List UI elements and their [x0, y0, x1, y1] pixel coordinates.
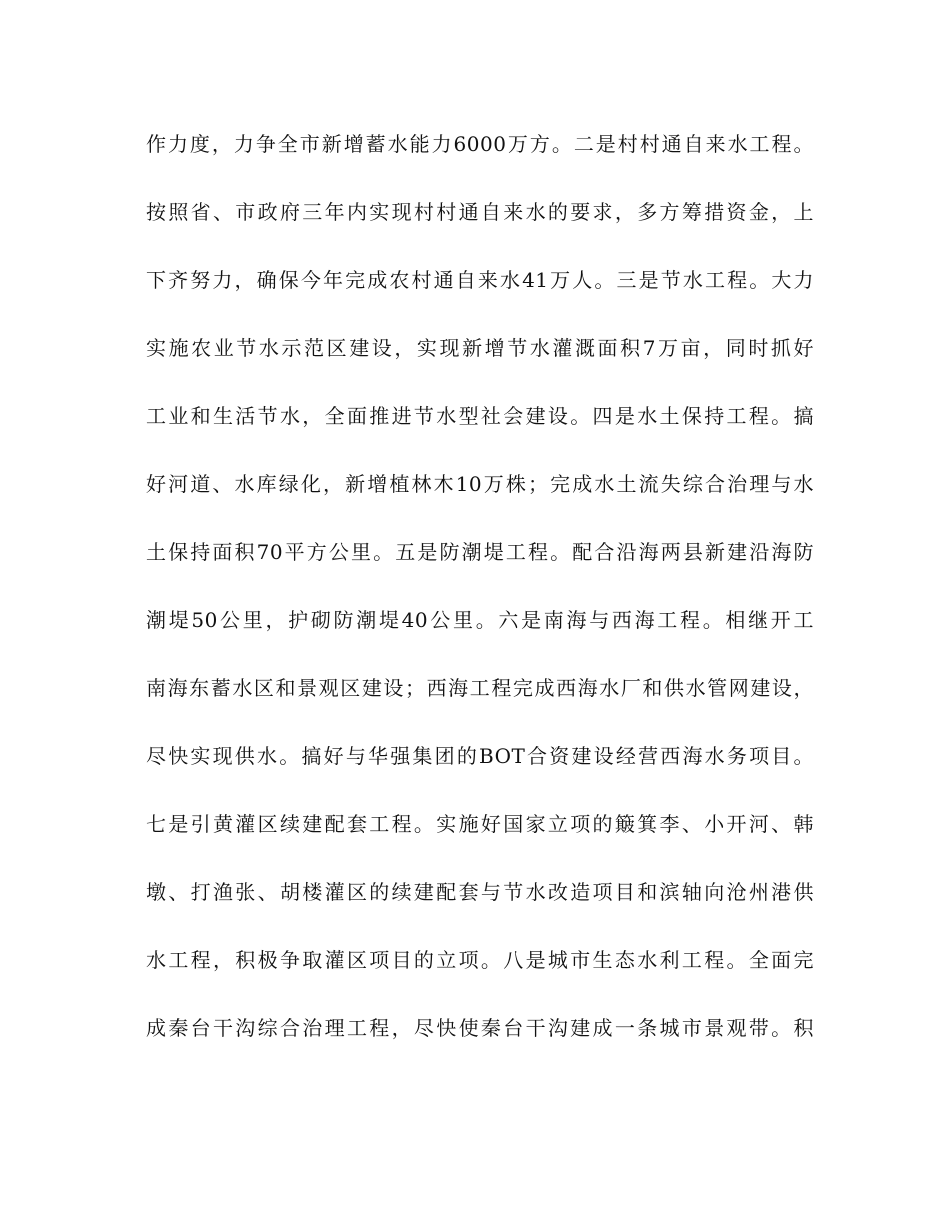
- text-line: 尽快实现供水。搞好与华强集团的BOT合资建设经营西海水务项目。: [146, 744, 814, 768]
- text-line: 南海东蓄水区和景观区建设；西海工程完成西海水厂和供水管网建设，: [146, 676, 814, 700]
- text-line: 潮堤50公里，护砌防潮堤40公里。六是南海与西海工程。相继开工: [146, 608, 814, 632]
- text-line: 水工程，积极争取灌区项目的立项。八是城市生态水利工程。全面完: [146, 948, 814, 972]
- text-line: 按照省、市政府三年内实现村村通自来水的要求，多方筹措资金，上: [146, 200, 814, 224]
- text-line: 实施农业节水示范区建设，实现新增节水灌溉面积7万亩，同时抓好: [146, 336, 814, 360]
- text-line: 成秦台干沟综合治理工程，尽快使秦台干沟建成一条城市景观带。积: [146, 1016, 814, 1040]
- text-line: 下齐努力，确保今年完成农村通自来水41万人。三是节水工程。大力: [146, 268, 814, 292]
- text-line: 土保持面积70平方公里。五是防潮堤工程。配合沿海两县新建沿海防: [146, 540, 814, 564]
- text-line: 工业和生活节水，全面推进节水型社会建设。四是水土保持工程。搞: [146, 404, 814, 428]
- text-line: 七是引黄灌区续建配套工程。实施好国家立项的簸箕李、小开河、韩: [146, 812, 814, 836]
- text-line: 好河道、水库绿化，新增植林木10万株；完成水土流失综合治理与水: [146, 472, 814, 496]
- text-line: 作力度，力争全市新增蓄水能力6000万方。二是村村通自来水工程。: [146, 132, 814, 156]
- text-line: 墩、打渔张、胡楼灌区的续建配套与节水改造项目和滨轴向沧州港供: [146, 880, 814, 904]
- body-paragraph: [146, 122, 814, 1074]
